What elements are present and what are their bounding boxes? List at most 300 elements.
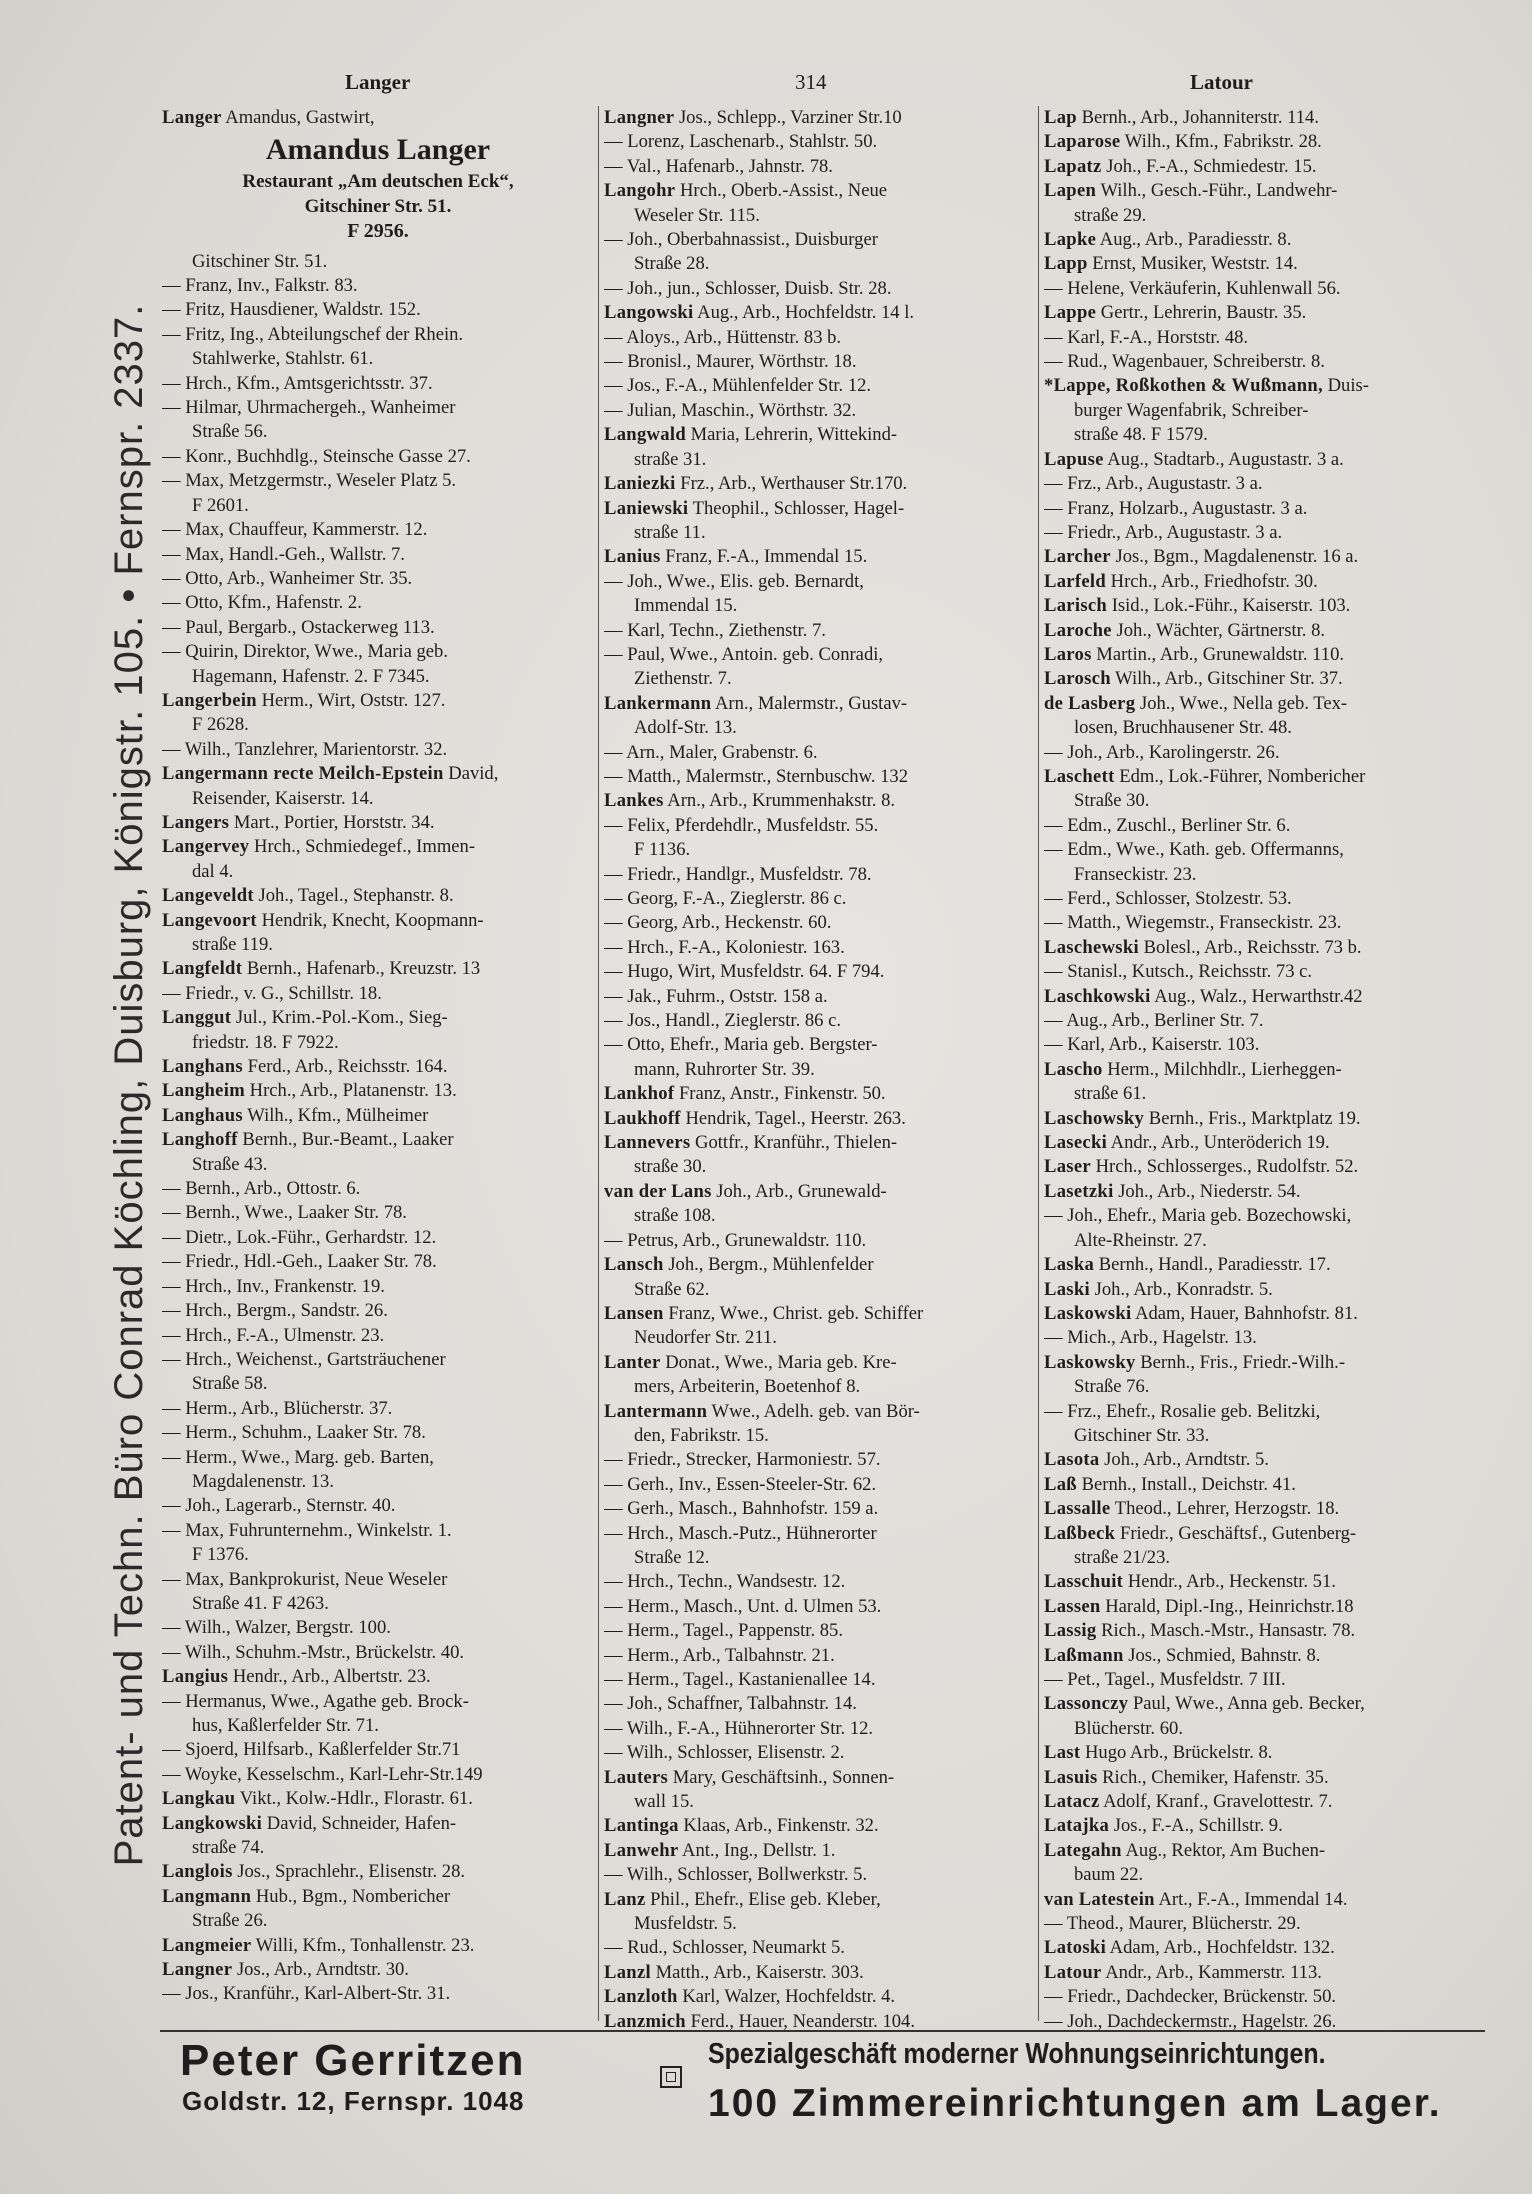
entry-details: Friedr., Dachdecker, Brückenstr. 50.	[1062, 1986, 1337, 2008]
entry-details: Paul, Wwe., Anna geb. Becker,	[1128, 1693, 1365, 1715]
entry-line	[162, 1982, 594, 2006]
ad-line1: Restaurant „Am deutschen Eck“,	[242, 171, 514, 193]
entry-name: Langmeier	[162, 1934, 252, 1956]
entry-details: Mich., Arb., Hagelstr. 13.	[1062, 1327, 1257, 1349]
list-entry	[604, 155, 1034, 179]
entry-name: —	[162, 1983, 181, 2005]
entry-line	[162, 1568, 594, 1592]
entry-name: Lansen	[604, 1302, 664, 1324]
entry-line	[604, 1082, 1034, 1106]
entry-continuation: Magdalenenstr. 13.	[192, 1470, 335, 1492]
entry-line	[604, 1107, 1034, 1131]
list-entry	[162, 1324, 594, 1348]
entry-line	[162, 1494, 594, 1518]
entry-name: Laroche	[1044, 619, 1112, 641]
entry-details: Jos., Schmied, Bahnstr. 8.	[1123, 1644, 1321, 1666]
entry-line	[1044, 1985, 1484, 2009]
entry-details: Hendr., Arb., Albertstr. 23.	[228, 1666, 431, 1688]
entry-details: Otto, Ehefr., Maria geb. Bergster-	[622, 1034, 878, 1056]
entry-name: Lassen	[1044, 1595, 1101, 1617]
entry-line	[162, 909, 594, 933]
entry-details: Theophil., Schlosser, Hagel-	[688, 497, 905, 519]
list-entry	[162, 1275, 594, 1299]
entry-details: Karl, Walzer, Hochfeldstr. 4.	[677, 1986, 896, 2008]
ornament-box-icon	[660, 2066, 682, 2088]
entry-line	[1044, 838, 1484, 862]
entry-details: Wilh., Schlosser, Bollwerkstr. 5.	[622, 1864, 868, 1886]
entry-line	[162, 1665, 594, 1689]
entry-line	[1044, 667, 1484, 691]
entry-details: Friedr., Hdl.-Geh., Laaker Str. 78.	[180, 1251, 437, 1273]
entry-details: Hugo Arb., Brückelstr. 8.	[1080, 1742, 1273, 1764]
entry-line	[1044, 911, 1484, 935]
entry-details: Jos., Handl., Zieglerstr. 86 c.	[622, 1010, 842, 1032]
entry-name: —	[162, 1324, 181, 1346]
entry-details: Ant., Ing., Dellstr. 1.	[678, 1839, 836, 1861]
entry-name: —	[604, 1229, 623, 1251]
entry-details: Friedr., Arb., Augustastr. 3 a.	[1062, 521, 1283, 543]
entry-line	[1044, 1619, 1484, 1643]
entry-name: —	[604, 351, 623, 373]
list-entry	[1044, 1278, 1484, 1302]
entry-line	[1044, 960, 1484, 984]
entry-line	[604, 1619, 1034, 1643]
entry-line	[604, 1985, 1034, 2009]
entry-name: —	[604, 1864, 623, 1886]
entry-name: *Lappe, Roßkothen & Wußmann,	[1044, 375, 1323, 397]
entry-line	[604, 936, 1034, 960]
entry-details: Theod., Lehrer, Herzogstr. 18.	[1110, 1498, 1340, 1520]
entry-details: Matth., Malermstr., Sternbuschw. 132	[622, 765, 909, 787]
entry-continuation: F 2601.	[192, 494, 249, 516]
entry-name: Lasschuit	[1044, 1571, 1124, 1593]
entry-details: Jos., Sprachlehr., Elisenstr. 28.	[232, 1861, 466, 1883]
entry-details: Gertr., Lehrerin, Baustr. 35.	[1096, 302, 1307, 324]
entry-continuation: Straße 76.	[1074, 1376, 1150, 1398]
entry-line	[604, 814, 1034, 838]
entry-line	[604, 1961, 1034, 1985]
entry-details: Edm., Wwe., Kath. geb. Offermanns,	[1062, 839, 1344, 861]
entry-name: Lanzloth	[604, 1986, 678, 2008]
list-entry	[162, 1446, 594, 1495]
entry-details: Joh., Arb., Niederstr. 54.	[1113, 1180, 1301, 1202]
list-entry	[604, 326, 1034, 350]
entry-details: Andr., Arb., Kammerstr. 113.	[1101, 1961, 1322, 1983]
entry-details: Joh., Ehefr., Maria geb. Bozechowski,	[1062, 1205, 1352, 1227]
entry-details: Hendrik, Tagel., Heerstr. 263.	[680, 1107, 906, 1129]
entry-continuation: Ziethenstr. 7.	[634, 668, 732, 690]
list-entry	[162, 1690, 594, 1739]
entry-details: Vikt., Kolw.-Hdlr., Florastr. 61.	[235, 1788, 473, 1810]
entry-details: Joh., F.-A., Schmiedestr. 15.	[1101, 155, 1317, 177]
entry-name: Lasetzki	[1044, 1180, 1114, 1202]
entry-name: —	[162, 1519, 181, 1541]
entry-name: Lantermann	[604, 1400, 708, 1422]
entry-line	[162, 1397, 594, 1421]
entry-line	[604, 960, 1034, 984]
sidebar-advertisement: Patent- und Techn. Büro Conrad Köchling, Duisburg, Königstr. 105. • Fernspr. 2337.	[107, 303, 151, 1867]
entry-details: Adam, Arb., Hochfeldstr. 132.	[1106, 1937, 1335, 1959]
entry-details: Wilh., F.-A., Hühnerorter Str. 12.	[622, 1717, 874, 1739]
entry-details: Jos., Bgm., Magdalenenstr. 16 a.	[1110, 546, 1359, 568]
entry-line	[604, 1180, 1034, 1204]
entry-continuation: Reisender, Kaiserstr. 14.	[192, 787, 374, 809]
entry-details: Bernh., Install., Deichstr. 41.	[1076, 1473, 1296, 1495]
entry-line	[604, 301, 1034, 325]
entry-details: Joh., jun., Schlosser, Duisb. Str. 28.	[622, 277, 892, 299]
list-entry	[162, 543, 594, 567]
entry-details: Edm., Zuschl., Berliner Str. 6.	[1062, 814, 1291, 836]
entry-details: Herm., Wirt, Oststr. 127.	[256, 689, 446, 711]
list-entry	[604, 1644, 1034, 1668]
entry-name: —	[1044, 1010, 1063, 1032]
entry-name: Lanter	[604, 1351, 661, 1373]
entry-continuation: F 1136.	[634, 839, 691, 861]
entry-line	[162, 1275, 594, 1299]
entry-line	[604, 570, 1034, 594]
entry-details: Joh., Lagerarb., Sternstr. 40.	[180, 1495, 396, 1517]
entry-continuation: Straße 30.	[1074, 790, 1150, 812]
entry-details: Hrch., Masch.-Putz., Hühnerorter	[622, 1522, 877, 1544]
entry-line	[162, 323, 594, 347]
entry-details: Bernh., Hafenarb., Kreuzstr. 13	[242, 958, 481, 980]
entry-line	[162, 469, 594, 493]
entry-name: —	[1044, 2010, 1063, 2032]
column-2	[604, 106, 1034, 2034]
entry-details: Hrch., Bergm., Sandstr. 26.	[180, 1300, 388, 1322]
entry-line	[1044, 1107, 1484, 1131]
list-entry	[162, 1860, 594, 1884]
list-entry	[604, 301, 1034, 325]
entry-details: Karl, Techn., Ziethenstr. 7.	[622, 619, 826, 641]
list-entry	[604, 1595, 1034, 1619]
entry-name: —	[162, 1446, 181, 1468]
column-divider	[1038, 106, 1039, 2021]
entry-name: —	[162, 592, 181, 614]
entry-name: —	[604, 1473, 623, 1495]
entry-details: Hendr., Arb., Heckenstr. 51.	[1123, 1571, 1336, 1593]
entry-continuation: Franseckistr. 23.	[1074, 863, 1197, 885]
list-entry	[1044, 692, 1484, 741]
entry-line	[1044, 1400, 1484, 1424]
entry-details: Gottfr., Kranführ., Thielen-	[690, 1132, 898, 1154]
entry-details: Helene, Verkäuferin, Kuhlenwall 56.	[1062, 277, 1341, 299]
entry-details: Aug., Arb., Berliner Str. 7.	[1062, 1010, 1264, 1032]
entry-line	[604, 1229, 1034, 1253]
entry-details: Herm., Arb., Blücherstr. 37.	[180, 1397, 393, 1419]
entry-line	[162, 1519, 594, 1543]
list-entry	[1044, 1766, 1484, 1790]
list-entry	[1044, 1448, 1484, 1472]
entry-line	[162, 1641, 594, 1665]
entry-continuation: Straße 62.	[634, 1278, 710, 1300]
entry-details: Woyke, Kesselschm., Karl-Lehr-Str.149	[180, 1763, 483, 1785]
entry-details: Petrus, Arb., Grunewaldstr. 110.	[622, 1229, 867, 1251]
list-entry	[604, 1351, 1034, 1400]
entry-details: Otto, Arb., Wanheimer Str. 35.	[180, 567, 413, 589]
entry-line	[604, 326, 1034, 350]
entry-name: —	[162, 299, 181, 321]
entry-line	[1044, 741, 1484, 765]
entry-line	[1044, 936, 1484, 960]
entry-name: —	[162, 1739, 181, 1761]
list-entry	[1044, 1936, 1484, 1960]
entry-details: Hrch., Arb., Platanenstr. 13.	[245, 1080, 457, 1102]
entry-line	[162, 1860, 594, 1884]
entry-name: —	[604, 643, 623, 665]
entry-details: Friedr., Handlgr., Musfeldstr. 78.	[622, 863, 872, 885]
entry-line	[604, 130, 1034, 154]
entry-name: —	[162, 641, 181, 663]
entry-line	[1044, 130, 1484, 154]
list-entry	[604, 1570, 1034, 1594]
entry-details: Max, Fuhrunternehm., Winkelstr. 1.	[180, 1519, 452, 1541]
entry-name: Lasuis	[1044, 1766, 1098, 1788]
list-entry	[604, 472, 1034, 496]
entry-continuation: straße 30.	[634, 1156, 707, 1178]
list-entry	[1044, 1985, 1484, 2009]
entry-name: —	[162, 372, 181, 394]
entry-line	[604, 1497, 1034, 1521]
list-entry	[1044, 1668, 1484, 1692]
entry-name: Langermann recte Meilch-Epstein	[162, 763, 444, 785]
entry-name: —	[604, 765, 623, 787]
list-entry	[1044, 1009, 1484, 1033]
entry-name: Larisch	[1044, 595, 1108, 617]
entry-name: —	[604, 131, 623, 153]
entry-name: van Latestein	[1044, 1888, 1155, 1910]
entry-continuation: Blücherstr. 60.	[1074, 1717, 1183, 1739]
entry-line	[604, 1033, 1034, 1057]
entry-name: Lankes	[604, 790, 664, 812]
entry-details: Phil., Ehefr., Elise geb. Kleber,	[645, 1888, 881, 1910]
entry-details: Bernh., Wwe., Laaker Str. 78.	[180, 1202, 407, 1224]
entry-details: Art., F.-A., Immendal 14.	[1154, 1888, 1348, 1910]
list-entry	[1044, 1839, 1484, 1888]
entry-name: Lassonczy	[1044, 1693, 1129, 1715]
entry-continuation: straße 48. F 1579.	[1074, 424, 1208, 446]
list-entry	[162, 1177, 594, 1201]
list-entry	[162, 1226, 594, 1250]
list-entry	[1044, 252, 1484, 276]
list-entry	[162, 835, 594, 884]
entry-name: Latoski	[1044, 1937, 1107, 1959]
entry-line	[1044, 1936, 1484, 1960]
entry-line	[1044, 1473, 1484, 1497]
entry-line	[1044, 1961, 1484, 1985]
entry-line	[162, 1812, 594, 1836]
entry-line	[604, 277, 1034, 301]
list-entry	[1044, 1497, 1484, 1521]
entry-line	[162, 1421, 594, 1445]
entry-name: Lascho	[1044, 1058, 1103, 1080]
entry-line	[1044, 1668, 1484, 1692]
entry-details: Wilh., Arb., Gitschiner Str. 37.	[1110, 668, 1343, 690]
entry-name: —	[162, 470, 181, 492]
entry-details: Ferd., Schlosser, Stolzestr. 53.	[1062, 888, 1292, 909]
entry-name: Lap	[1044, 107, 1077, 128]
list-entry	[1044, 1961, 1484, 1985]
entry-details: Frz., Arb., Werthauser Str.170.	[675, 473, 908, 495]
entry-line	[162, 762, 594, 786]
entry-details: Friedr., v. G., Schillstr. 18.	[180, 982, 382, 1004]
entry-name: Langers	[162, 811, 230, 833]
entry-name: —	[604, 888, 623, 909]
entry-name: Lauters	[604, 1766, 669, 1788]
entry-details: Hrch., F.-A., Ulmenstr. 23.	[180, 1324, 385, 1346]
entry-name: Laschewski	[1044, 936, 1139, 958]
entry-name: —	[162, 1422, 181, 1444]
list-entry	[1044, 1888, 1484, 1912]
entry-line	[1044, 887, 1484, 911]
entry-details: Aug., Arb., Paradiesstr. 8.	[1096, 229, 1292, 251]
entry-details: Andr., Arb., Unteröderich 19.	[1107, 1132, 1330, 1154]
entry-name: Laskowsky	[1044, 1351, 1136, 1373]
entry-details: Hendrik, Knecht, Koopmann-	[256, 909, 484, 931]
column-3	[1044, 106, 1484, 2034]
entry-continuation: mann, Ruhrorter Str. 39.	[634, 1058, 815, 1080]
entry-details: Joh., Tagel., Stephanstr. 8.	[253, 885, 454, 907]
list-entry	[162, 1738, 594, 1762]
entry-details: Rud., Wagenbauer, Schreiberstr. 8.	[1062, 351, 1325, 373]
entry-details: Wilh., Schuhm.-Mstr., Brückelstr. 40.	[180, 1641, 465, 1663]
list-entry	[604, 277, 1034, 301]
list-entry	[1044, 497, 1484, 521]
entry-details: Joh., Arb., Arndtstr. 5.	[1099, 1449, 1269, 1471]
entry-name: Laparose	[1044, 131, 1121, 153]
list-entry	[162, 1519, 594, 1568]
entry-line	[162, 1104, 594, 1128]
entry-line	[162, 1958, 594, 1982]
list-entry	[604, 887, 1034, 911]
entry-line	[162, 982, 594, 1006]
entry-line	[162, 640, 594, 664]
list-entry	[604, 106, 1034, 130]
entry-line	[604, 1863, 1034, 1887]
entry-line	[162, 445, 594, 469]
entry-line	[604, 1448, 1034, 1472]
entry-name: —	[604, 570, 623, 592]
entry-line	[1044, 497, 1484, 521]
list-entry	[162, 323, 594, 372]
entry-line	[604, 1692, 1034, 1716]
entry-details: Herm., Milchhdlr., Lierheggen-	[1102, 1058, 1342, 1080]
entry-continuation: Adolf-Str. 13.	[634, 717, 737, 739]
entry-line	[162, 1128, 594, 1152]
list-entry	[604, 350, 1034, 374]
entry-details: Wilh., Schlosser, Elisenstr. 2.	[622, 1742, 845, 1764]
entry-continuation: Immendal 15.	[634, 595, 738, 617]
list-entry	[1044, 594, 1484, 618]
entry-line	[1044, 1131, 1484, 1155]
entry-details: Adolf, Kranf., Gravelottestr. 7.	[1099, 1791, 1333, 1813]
entry-name: —	[604, 961, 623, 983]
entry-continuation: Musfeldstr. 5.	[634, 1913, 737, 1935]
list-entry	[1044, 765, 1484, 814]
entry-details: Franz, Wwe., Christ. geb. Schiffer	[663, 1302, 924, 1324]
entry-name: —	[604, 912, 623, 934]
list-entry	[1044, 887, 1484, 911]
list-entry	[604, 1107, 1034, 1131]
entry-line	[604, 765, 1034, 789]
list-entry	[1044, 179, 1484, 228]
entry-line	[1044, 985, 1484, 1009]
entry-name: —	[1044, 888, 1063, 909]
entry-continuation: Gitschiner Str. 51.	[192, 250, 328, 272]
entry-name: —	[604, 1693, 623, 1715]
entry-line	[604, 985, 1034, 1009]
entry-name: —	[162, 323, 181, 345]
entry-details: Martin., Arb., Grunewaldstr. 110.	[1091, 643, 1345, 665]
list-entry	[1044, 228, 1484, 252]
list-entry	[162, 445, 594, 469]
list-entry	[1044, 667, 1484, 691]
entry-details: Hub., Bgm., Nombericher	[251, 1885, 451, 1907]
entry-name: —	[604, 985, 623, 1007]
entry-line	[1044, 1595, 1484, 1619]
entry-details: Harald, Dipl.-Ing., Heinrichstr.18	[1100, 1595, 1354, 1617]
list-entry	[1044, 350, 1484, 374]
entry-details: Lorenz, Laschenarb., Stahlstr. 50.	[622, 131, 878, 153]
entry-name: Last	[1044, 1742, 1081, 1764]
list-entry	[604, 789, 1034, 813]
entry-line	[162, 1763, 594, 1787]
entry-name: —	[1044, 1986, 1063, 2008]
entry-line	[162, 1226, 594, 1250]
entry-name: Lapatz	[1044, 155, 1102, 177]
entry-name: —	[604, 326, 623, 348]
entry-continuation: Straße 41. F 4263.	[192, 1592, 329, 1614]
list-entry	[162, 591, 594, 615]
entry-details: Arn., Malermstr., Gustav-	[711, 692, 908, 714]
entry-line	[162, 298, 594, 322]
entry-name: de Lasberg	[1044, 692, 1136, 714]
entry-name: Langius	[162, 1666, 229, 1688]
entry-details: Joh., Schaffner, Talbahnstr. 14.	[622, 1693, 857, 1715]
entry-line	[604, 1668, 1034, 1692]
entry-name: —	[162, 616, 181, 638]
entry-continuation: Straße 43.	[192, 1153, 268, 1175]
list-entry	[1044, 1131, 1484, 1155]
entry-name: —	[604, 1034, 623, 1056]
entry-details: Wwe., Adelh. geb. van Bör-	[707, 1400, 920, 1422]
entry-details: Jak., Fuhrm., Oststr. 158 a.	[622, 985, 828, 1007]
entry-details: Paul, Bergarb., Ostackerweg 113.	[180, 616, 435, 638]
list-entry	[162, 250, 594, 274]
entry-continuation: Neudorfer Str. 211.	[634, 1327, 777, 1349]
entry-details: Wilh., Kfm., Fabrikstr. 28.	[1120, 131, 1322, 153]
entry-name: —	[1044, 326, 1063, 348]
entry-line	[1044, 374, 1484, 398]
entry-details: Bolesl., Arb., Reichsstr. 73 b.	[1138, 936, 1362, 958]
entry-details: Aug., Arb., Hochfeldstr. 14 l.	[693, 302, 915, 324]
entry-line	[162, 1690, 594, 1714]
entry-line	[1044, 1326, 1484, 1350]
entry-details: Jos., Kranführ., Karl-Albert-Str. 31.	[180, 1983, 451, 2005]
entry-line	[604, 472, 1034, 496]
entry-details: Karl, F.-A., Horststr. 48.	[1062, 326, 1249, 348]
list-entry	[604, 1448, 1034, 1472]
entry-continuation: straße 31.	[634, 448, 707, 470]
entry-continuation: straße 119.	[192, 934, 273, 955]
entry-line	[162, 1446, 594, 1470]
entry-line	[1044, 277, 1484, 301]
entry-continuation: wall 15.	[634, 1791, 694, 1813]
entry-continuation: den, Fabrikstr. 15.	[634, 1424, 769, 1446]
entry-details: Wilh., Walzer, Bergstr. 100.	[180, 1617, 391, 1639]
entry-line	[162, 1324, 594, 1348]
entry-name: Laßmann	[1044, 1644, 1124, 1666]
